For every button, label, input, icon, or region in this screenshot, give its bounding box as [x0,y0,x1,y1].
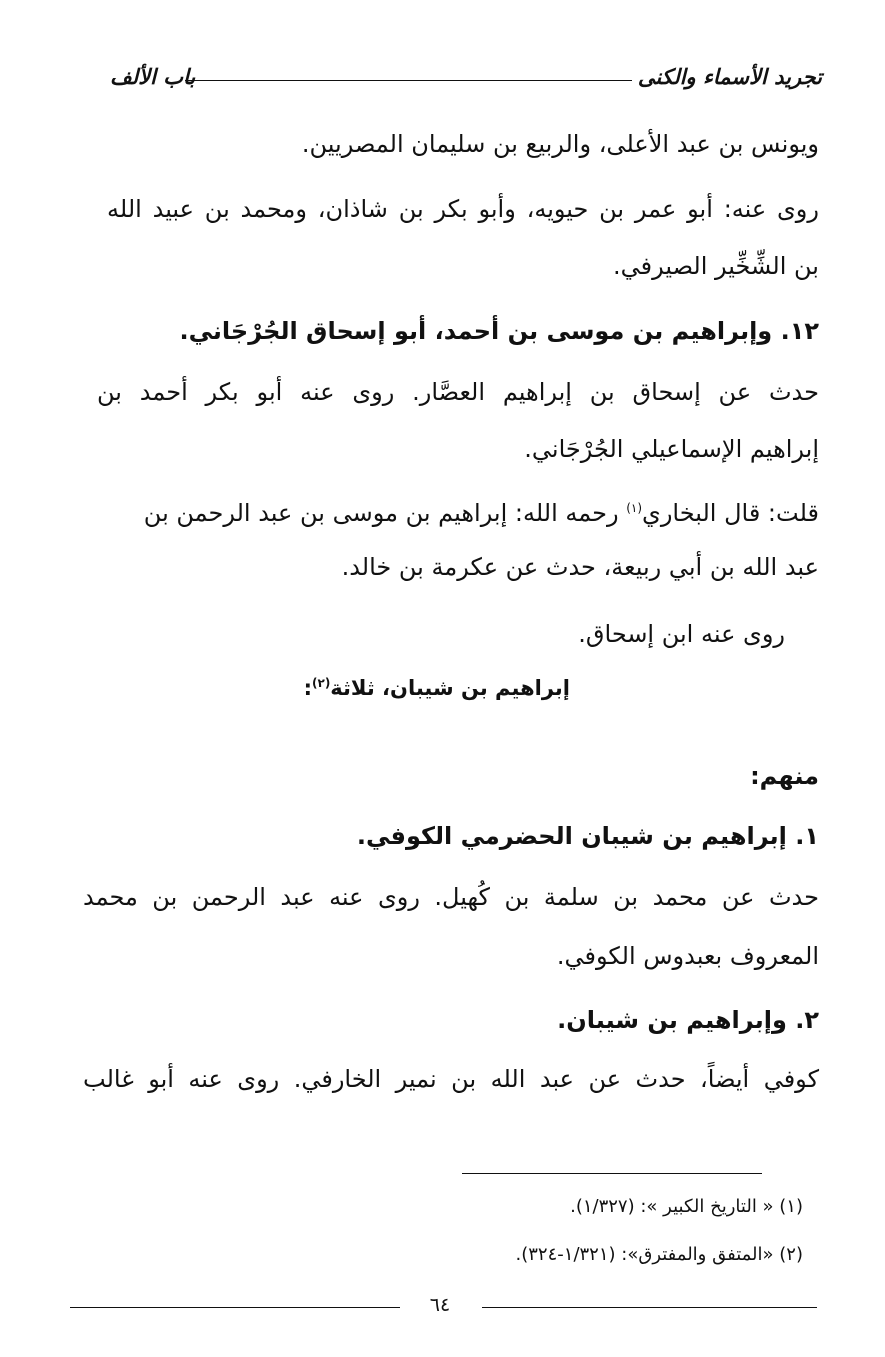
text-line: عبد الله بن أبي ربيعة، حدث عن عكرمة بن خالد. [341,553,819,581]
section-heading [304,678,570,699]
text-span: رحمه الله: إبراهيم بن موسى بن عبد الرحمن بن [143,499,627,527]
text-line: كوفي أيضاً، حدث عن عبد الله بن نمير الخارفي. روى عنه أبو غالب [83,1065,819,1093]
chapter-title: باب الألف [110,64,196,89]
footnote-marker-1: (١) [626,501,643,515]
footnote-2: (٢) «المتفق والمفترق»: (١/٣٢١-٣٢٤). [515,1244,803,1265]
bottom-rule-right [482,1307,817,1308]
text-line: ويونس بن عبد الأعلى، والربيع بن سليمان المصريين. [301,130,819,158]
entry-heading-12: ١٢. وإبراهيم بن موسى بن أحمد، أبو إسحاق الجُرْجَاني. [179,317,819,345]
entry-heading-2: ٢. وإبراهيم بن شيبان. [557,1006,819,1034]
entry-heading-1: ١. إبراهيم بن شيبان الحضرمي الكوفي. [356,822,819,850]
book-title: تجريد الأسماء والكنى [637,64,822,89]
text-line: حدث عن إسحاق بن إبراهيم العصَّار. روى عنه أبو بكر أحمد بن [97,378,819,406]
running-header [110,62,822,102]
header-rule [185,80,632,81]
text-line: إبراهيم الإسماعيلي الجُرْجَاني. [524,435,819,463]
subsection-label: منهم: [750,762,819,790]
text-line: روى عنه ابن إسحاق. [578,620,785,648]
text-span: قلت: قال البخاري [642,499,819,527]
text-line [144,501,819,525]
section-colon: : [303,676,312,700]
footnote-marker-2: (٢) [312,676,331,690]
footnote-1: (١) « التاريخ الكبير »: (١/٣٢٧). [570,1196,803,1217]
page-number: ٦٤ [429,1294,451,1316]
footnote-rule [462,1173,762,1174]
text-line: المعروف بعبدوس الكوفي. [556,942,819,970]
text-line: روى عنه: أبو عمر بن حيويه، وأبو بكر بن شاذان، ومحمد بن عبيد الله [107,195,819,223]
text-line: بن الشِّخِّير الصيرفي. [613,252,819,280]
section-title: إبراهيم بن شيبان، ثلاثة [330,676,570,700]
text-line: حدث عن محمد بن سلمة بن كُهيل. روى عنه عبد الرحمن بن محمد [83,883,819,911]
bottom-rule-left [70,1307,400,1308]
